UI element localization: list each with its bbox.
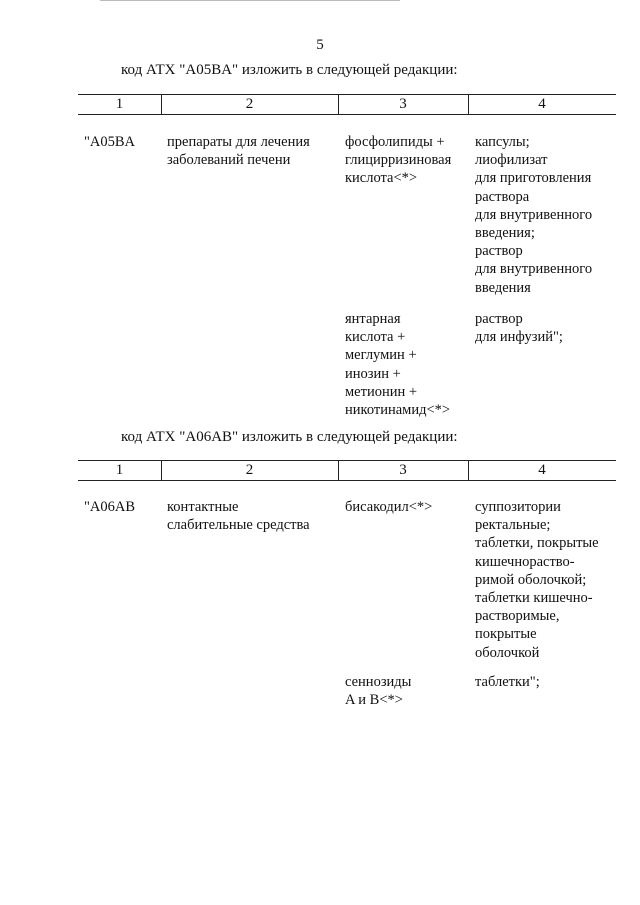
substance-name: сеннозиды A и B<*> xyxy=(345,674,412,709)
substance-name: янтарная кислота + меглумин + инозин + метионин + никотинамид<*> xyxy=(345,311,451,419)
dosage-form: раствор для инфузий"; xyxy=(475,311,563,346)
table-1-header-col-2: 2 xyxy=(245,96,254,112)
table-2-header-col-2: 2 xyxy=(245,462,254,478)
atc-code: "A06AB xyxy=(84,499,136,515)
page-number: 5 xyxy=(316,37,324,53)
group-name: контактные слабительные средства xyxy=(167,499,310,534)
dosage-form: капсулы; лиофилизат для приготовления раствора для внутривенного введения; раствор для внутривенного введения xyxy=(475,134,593,296)
section-2-instruction: код АТХ "A06AB" изложить в следующей редакции: xyxy=(121,429,458,445)
table-1-header-col-3: 3 xyxy=(399,96,407,112)
section-1-instruction: код АТХ "A05BA" изложить в следующей редакции: xyxy=(121,62,458,78)
table-2-header-col-3: 3 xyxy=(399,462,407,478)
table-2-header-col-4: 4 xyxy=(538,462,546,478)
atc-code: "A05BA xyxy=(84,134,136,150)
substance-name: фосфолипиды + глицирризиновая кислота<*> xyxy=(345,134,452,187)
page-top-edge xyxy=(100,0,400,1)
group-name: препараты для лечения заболеваний печени xyxy=(167,134,310,169)
table-1-header-col-4: 4 xyxy=(538,96,546,112)
dosage-form: таблетки"; xyxy=(475,674,540,690)
table-2-header-col-1: 1 xyxy=(115,462,124,478)
table-1-header-col-1: 1 xyxy=(115,96,124,112)
table-2-header-bottom-border xyxy=(78,480,616,481)
table-1-header-bottom-border xyxy=(78,114,616,115)
dosage-form: суппозитории ректальные; таблетки, покрытые кишечнораство- римой оболочкой; таблетки кишечно- растворимые, покрытые оболочкой xyxy=(475,499,599,661)
substance-name: бисакодил<*> xyxy=(345,499,433,515)
